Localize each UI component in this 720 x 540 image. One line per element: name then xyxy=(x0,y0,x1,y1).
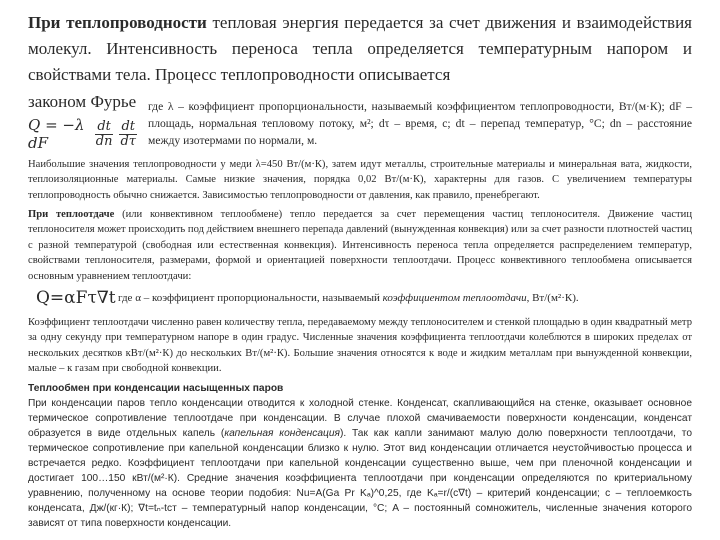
condensation-text-2: ). Так как капли занимают малую долю поверхности теплоотдачи, то термическое сопротивление при капельной конденсации близко к нулю. Этот вид конденсации отличается неустойчивостью процесса и встречается редко. Коэффициент теплоотдачи при капельной конденсации существенно выше, чем при пленочной конденсации и достигает 100…150 кВт/(м²·К). Средние значения коэффициента теплоотдачи при конденсации определяются по критериальному уравнению, полученному на основе теории подобия: Nu=A(Ga Pr Kₐ)^0,25, где Kₐ=r/(c∇t) – критерий конденсации; c – теплоемкость конденсата, Дж/(кг·К); ∇t=tₙ-tст – температурный напор конденсации, °С; A – постоянный сомножитель, численные значения которого зависят от типа поверхности конденсации. xyxy=(28,428,692,529)
convection-paragraph xyxy=(28,207,692,284)
fourier-fraction-1 xyxy=(94,120,115,149)
intro-term: При теплопроводности xyxy=(28,13,207,32)
fourier-description: где λ – коэффициент пропорциональности, называемый коэффициентом теплопроводности, Вт/(м·К); dF – площадь, нормальная тепловому потоку, м²; dτ – время, с; dt – перепад температур, °С; dn – расстояние между изотермами по нормали, м. xyxy=(148,100,692,147)
intro-paragraph xyxy=(28,10,692,88)
conductivity-values-paragraph: Наибольшие значения теплопроводности у меди λ=450 Вт/(м·К), затем идут металлы, строительные материалы и минеральная вата, жидкости, теплоизоляционные материалы. Самые низкие значения, порядка 0,02 Вт/(м·К), характерны для газов. С увеличением температуры теплопроводность обычно снижается. Зависимостью теплопроводности от давления, как правило, пренебрегают. xyxy=(28,159,692,201)
frac1-denominator: dn xyxy=(95,133,113,149)
condensation-section xyxy=(28,381,692,531)
convection-where xyxy=(118,290,692,306)
condensation-italic: капельная конденсация xyxy=(224,428,340,439)
fourier-law-label: законом Фурье xyxy=(28,92,137,111)
convection-text: (или конвективном теплообмене) тепло передается за счет перемещения частиц теплоносителя. Движение частиц теплоносителя может происходить под действием внешнего перепада давлений (вынужденная конвекция) или за счет разности плотностей частиц с разной температурой (свободная или естественная конвекция). Интенсивность переноса тепла определяется распределением температур, свойствами теплоносителя, размерами, формой и ориентацией поверхности теплоотдачи. Процесс конвективного теплообмена описывается основным уравнением теплоотдачи: xyxy=(28,209,692,282)
frac1-numerator: dt xyxy=(97,118,111,134)
convection-where-prefix: где α – коэффициент пропорциональности, называемый xyxy=(118,292,383,304)
intro-text: тепловая энергия передается за счет движения и взаимодействия молекул. Интенсивность переноса тепла определяется температурным напором и свойствами тела. Процесс теплопроводности описывается xyxy=(28,13,692,84)
coefficient-paragraph: Коэффициент теплоотдачи численно равен количеству тепла, передаваемому между теплоносителем и стенкой площадью в один квадратный метр за одну секунду при температурном напоре в один градус. Численные значения коэффициента теплоотдачи колеблются в широких пределах от нескольких десятков кВт/(м²·К) до нескольких Вт/(м²·К). Большие значения относятся к воде и жидким металлам при вынужденной конвекции, малые – к газам при свободной конвекции. xyxy=(28,317,692,375)
convection-formula: Q=αFτ∇t xyxy=(36,288,116,308)
convection-where-suffix: , Вт/(м²·К). xyxy=(526,292,579,304)
convection-term: При теплоотдаче xyxy=(28,209,115,220)
condensation-text-1: При конденсации паров тепло конденсации отводится к холодной стенке. Конденсат, скапливающийся на стенке, оказывает основное термическое сопротивление теплоотдаче при конденсации. В случае плохой смачиваемости поверхности конденсации, конденсат образуется в виде отдельных капель ( xyxy=(28,398,692,439)
frac2-numerator: dt xyxy=(121,118,136,134)
fourier-fraction-2 xyxy=(118,120,138,149)
frac2-denominator: dτ xyxy=(120,133,136,149)
condensation-title: Теплообмен при конденсации насыщенных паров xyxy=(28,383,284,394)
fourier-formula xyxy=(28,114,140,154)
convection-where-italic: коэффициентом теплоотдачи xyxy=(382,292,527,304)
fourier-formula-lhs: Q = −λ dF xyxy=(28,116,85,152)
